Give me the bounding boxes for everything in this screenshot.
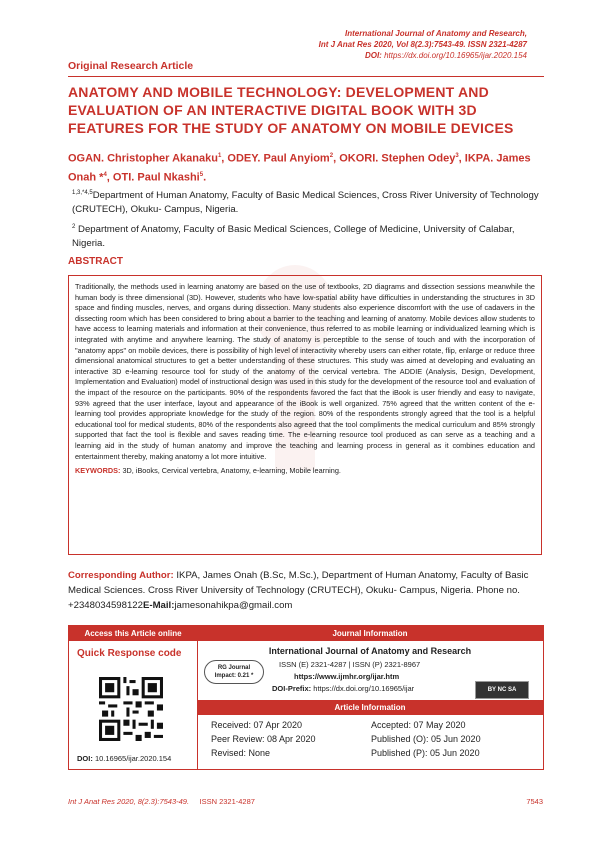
doi-label: DOI:: [364, 51, 382, 60]
published-online-date: Published (O): 05 Jun 2020: [371, 734, 481, 744]
header-divider: [68, 76, 544, 77]
affiliation-2-text: Department of Anatomy, Faculty of Basic Medical Sciences, College of Medicine, University of Calabar, Nigeria.: [72, 224, 515, 250]
journal-info-name: International Journal of Anatomy and Research: [268, 646, 472, 656]
article-title: ANATOMY AND MOBILE TECHNOLOGY: DEVELOPMENT AND EVALUATION OF AN INTERACTIVE DIGITAL BOOK WITH 3D FEATURES FOR THE STUDY OF ANATOMY ON MOBILE DEVICES: [68, 84, 514, 136]
author-3-affil: 3: [455, 153, 459, 159]
footer-citation-text: Int J Anat Res 2020, 8(2.3):7543-49.: [68, 797, 190, 806]
qr-label: Quick Response code: [77, 648, 182, 659]
corresponding-label: Corresponding Author:: [68, 570, 174, 581]
journal-header: [319, 28, 527, 61]
doi-left-label: DOI:: [77, 754, 93, 763]
author-list: OGAN. Christopher Akanaku$^1$, ODEY. Paul Anyiom$^2$, OKORI. Stephen Odey$^3$, IKPA. James Onah *$^4$, OTI. Paul Nkashi$^5$.: [68, 152, 531, 184]
author-1-affil: 1: [217, 153, 222, 159]
revised-date: Revised: None: [211, 748, 271, 758]
footer-citation: [68, 797, 255, 806]
qr-code-icon[interactable]: [99, 677, 163, 741]
article-info-table: [68, 625, 544, 770]
keywords-list: 3D, iBooks, Cervical vertebra, Anatomy, e-learning, Mobile learning.: [122, 466, 341, 476]
article-type: Original Research Article: [68, 60, 194, 72]
keywords: [75, 466, 535, 476]
affiliation-2-sup: 2: [72, 224, 76, 230]
doi-left: [77, 754, 171, 763]
rg-line-2: Impact: 0.21 *: [214, 673, 254, 679]
doi-prefix: [272, 684, 414, 693]
journal-name: International Journal of Anatomy and Research,: [345, 29, 527, 38]
email-link[interactable]: jamesonahikpa@gmail.com: [174, 600, 293, 611]
dates-left: [211, 718, 316, 760]
doi-prefix-label: DOI-Prefix:: [272, 684, 312, 693]
author-5: OTI. Paul Nkashi: [112, 171, 200, 184]
cc-license-badge[interactable]: BY NC SA: [475, 681, 529, 699]
journal-info-bar: Journal Information: [197, 626, 543, 641]
author-3: OKORI. Stephen Odey: [339, 152, 456, 165]
author-5-affil: 5: [199, 171, 204, 178]
keywords-label: KEYWORDS:: [75, 466, 121, 476]
author-4: IKPA. James Onah *: [68, 152, 531, 184]
rg-impact-badge: [204, 660, 264, 684]
doi-link[interactable]: https://dx.doi.org/10.16965/ijar.2020.154: [384, 51, 527, 60]
author-1: OGAN. Christopher Akanaku: [68, 152, 218, 165]
issn-numbers: ISSN (E) 2321-4287 | ISSN (P) 2321-8967: [279, 660, 421, 669]
email-label: E-Mail:: [142, 600, 175, 611]
affiliation-1-sup: 1,3,*4,5: [72, 190, 93, 196]
received-date: Received: 07 Apr 2020: [211, 720, 303, 730]
accepted-date: Accepted: 07 May 2020: [371, 720, 466, 730]
abstract-box: [68, 275, 542, 555]
dates-right: [371, 718, 481, 760]
access-column: [69, 626, 198, 769]
journal-website-link[interactable]: https://www.ijmhr.org/ijar.htm: [294, 672, 400, 681]
abstract-heading: ABSTRACT: [68, 256, 123, 267]
author-4-affil: 4: [103, 171, 107, 178]
rg-line-1: RG Journal: [217, 665, 251, 671]
abstract-text: Traditionally, the methods used in learning anatomy are based on the use of textbooks, 2D diagrams and dissection sessions meanwhile the human body is three dimensional (3D). However, students who have low-spatial ability have difficulties in understanding the structures in 3D space and finding muscles, nerves, and organs during dissection. Many students also experience discomfort with the use of cadavers in the dissecting room which has been considered to bring about a barrier to the teaching and learning of anatomy. Mobile devices allow students to have access to learning materials and information at their convenience, thus referred to as mobile learning or individualized learning which is integrated with anytime and anywhere learning. The study of anatomy is perceptible to the sense of touch and with the incorporation of "anatomy apps" on mobile devices, there is possibility of high level of interactivity whereby users can either rotate, flip, enlarge or reduce three dimensional anatomical structures to get a better understanding of these structures. This study was aimed at developing and evaluating an interactive 3D e-learning resource tool for study of the anatomy of the cervical vertebra. The ADDIE (Analysis, Design, Development, Implementation and Evaluation) model of instructional design was used in this study for the development of the resource tool and evaluation of the impact of the resource on the participants. 90% of the respondents favored the fact that the iBook is user friendly and easy to navigate, 93% agreed that the user interface, layout and appearance of the iBook is well organized. 75% agreed that the written content of the e-learning tool provides appropriate knowledge for the study of the region. 80% of the respondents strongly agreed that the tool is a helpful educational tool for medical students, 80% of the respondents also agreed that the tool compliments the medical curriculum and 85% strongly supported that fact the tool is flexible and saves reading time. The e-learning resource tool produced as can serve as a teaching and a learning aid in the study of human anatomy and improve the teaching and learning process in general as it combines education and entertainment thereby, making anatomy a lot more intuitive.: [75, 282, 535, 461]
peer-review-date: Peer Review: 08 Apr 2020: [211, 734, 316, 744]
access-bar: Access this Article online: [69, 626, 197, 641]
corresponding-text: IKPA, James Onah (B.Sc, M.Sc.), Department of Human Anatomy, Faculty of Basic Medical Sciences. Cross River University of Technology (CRUTECH), Okuku- Campus, Nigeria. Phone no. +2348034598122: [68, 570, 529, 611]
affiliation-2: [72, 220, 544, 251]
page-number: 7543: [526, 797, 543, 806]
affiliation-1: [72, 186, 544, 217]
author-2: ODEY. Paul Anyiom: [227, 152, 330, 165]
doi-left-value: 10.16965/ijar.2020.154: [94, 754, 172, 763]
article-info-bar: Article Information: [197, 700, 543, 715]
footer-issn: ISSN 2321-4287: [199, 797, 255, 806]
published-print-date: Published (P): 05 Jun 2020: [371, 748, 480, 758]
affiliation-1-text: Department of Human Anatomy, Faculty of Basic Medical Sciences, Cross River University of Technology (CRUTECH), Okuku- Campus, Nigeria.: [72, 190, 539, 216]
corresponding-author: [68, 568, 544, 613]
author-2-affil: 2: [329, 153, 334, 159]
journal-volume: Int J Anat Res 2020, Vol 8(2.3):7543-49. ISSN 2321-4287: [318, 40, 527, 49]
doi-prefix-link[interactable]: https://dx.doi.org/10.16965/ijar: [313, 684, 415, 693]
